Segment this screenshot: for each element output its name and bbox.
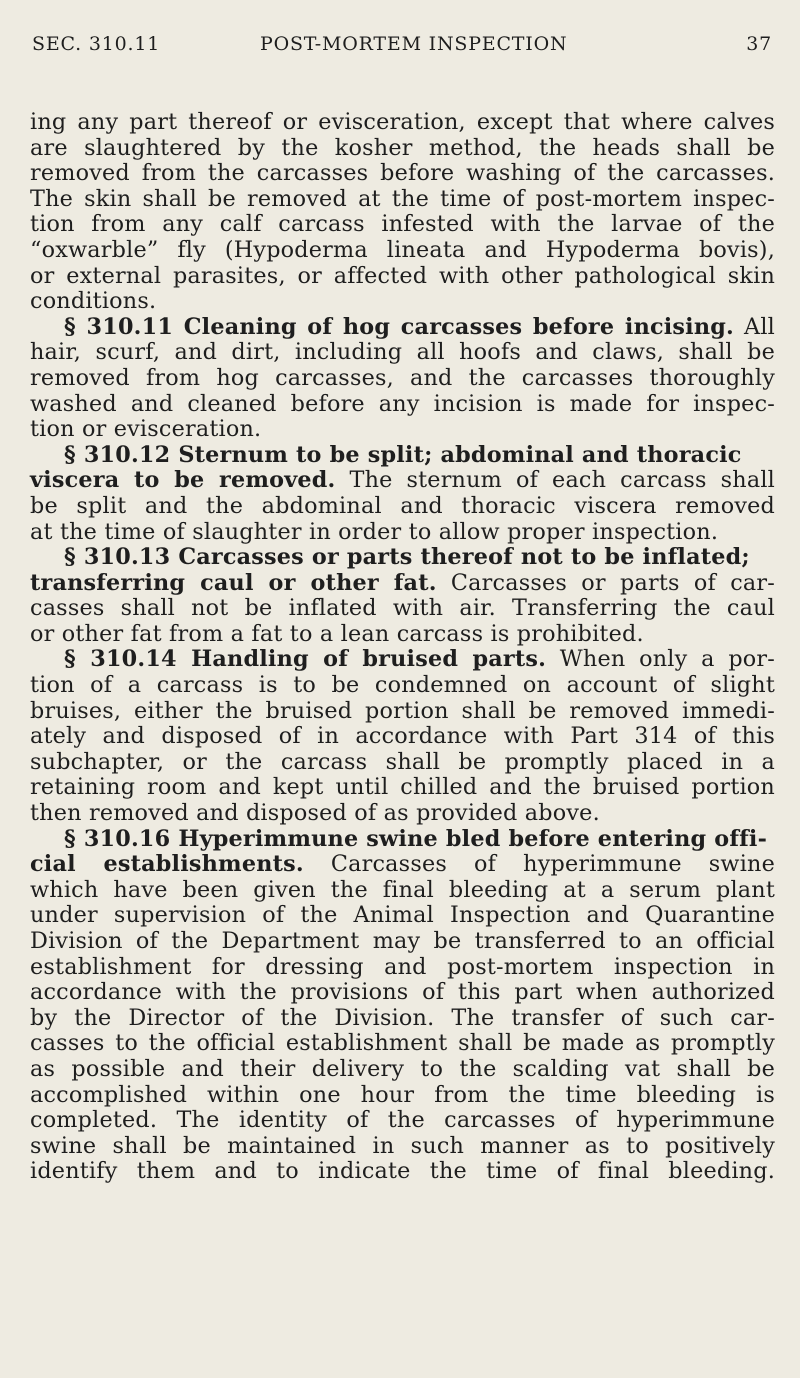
- text-line: are slaughtered by the kosher method, the heads shall be: [30, 134, 775, 161]
- section-text: All: [734, 313, 775, 340]
- text-line: tion or evisceration.: [30, 416, 262, 443]
- section-heading: § 310.12 Sternum to be split; abdominal and thoracic: [64, 441, 742, 468]
- text-line: or other fat from a fat to a lean carcass is prohibited.: [30, 620, 644, 647]
- section-reference: SEC. 310.11: [32, 33, 161, 55]
- text-line: establishment for dressing and post-mortem inspection in: [30, 953, 775, 980]
- text-line: washed and cleaned before any incision is made for inspec-: [30, 390, 775, 417]
- body-text: [30, 110, 775, 1185]
- section-heading: cial establishments.: [30, 851, 304, 878]
- text-line: accordance with the provisions of this part when authorized: [30, 979, 775, 1006]
- section-heading-line: [30, 827, 775, 853]
- text-line: identify them and to indicate the time of final bleeding.: [30, 1158, 775, 1185]
- section-heading-line: [30, 468, 775, 494]
- section-heading-line: [30, 852, 775, 878]
- section-heading: § 310.11 Cleaning of hog carcasses before incising.: [64, 313, 735, 340]
- section-heading: § 310.16 Hyperimmune swine bled before entering offi-: [64, 825, 768, 852]
- text-line: ing any part thereof or evisceration, except that where calves: [30, 109, 775, 135]
- section-text: The sternum of each carcass shall: [335, 467, 775, 494]
- text-line: tion of a carcass is to be condemned on account of slight: [30, 672, 775, 699]
- text-line: as possible and their delivery to the scalding vat shall be: [30, 1055, 775, 1082]
- section-heading-line: [30, 443, 775, 469]
- section-heading-line: [30, 571, 775, 597]
- text-line: The skin shall be removed at the time of post-mortem inspec-: [30, 185, 775, 212]
- text-line: subchapter, or the carcass shall be promptly placed in a: [30, 748, 775, 775]
- page-number: 37: [746, 33, 772, 55]
- running-head: [32, 33, 772, 63]
- text-line: conditions.: [30, 288, 157, 315]
- text-line: removed from the carcasses before washing of the carcasses.: [30, 160, 775, 187]
- section-text: Carcasses of hyperimmune swine: [303, 851, 775, 878]
- text-line: which have been given the final bleeding at a serum plant: [30, 876, 775, 903]
- section-heading-line: [30, 647, 775, 673]
- text-line: tion from any calf carcass infested with the larvae of the: [30, 211, 775, 238]
- section-heading: viscera to be removed.: [30, 467, 336, 494]
- text-line: or external parasites, or affected with other pathological skin: [30, 262, 775, 289]
- text-line: “oxwarble” fly (Hypoderma lineata and Hypoderma bovis),: [30, 236, 775, 263]
- text-line: casses shall not be inflated with air. Transferring the caul: [30, 595, 775, 622]
- text-line: ately and disposed of in accordance with Part 314 of this: [30, 723, 775, 750]
- section-text: Carcasses or parts of car-: [436, 569, 775, 596]
- text-line: retaining room and kept until chilled and the bruised portion: [30, 774, 775, 801]
- text-line: hair, scurf, and dirt, including all hoofs and claws, shall be: [30, 339, 775, 366]
- text-line: completed. The identity of the carcasses of hyperimmune: [30, 1107, 775, 1134]
- section-heading: transferring caul or other fat.: [30, 569, 437, 596]
- section-heading: § 310.14 Handling of bruised parts.: [64, 646, 547, 673]
- text-line: accomplished within one hour from the time bleeding is: [30, 1081, 775, 1108]
- text-line: at the time of slaughter in order to allow proper inspection.: [30, 518, 719, 545]
- section-heading-line: [30, 545, 775, 571]
- running-title: POST-MORTEM INSPECTION: [260, 33, 568, 55]
- text-line: then removed and disposed of as provided above.: [30, 800, 600, 827]
- text-line: casses to the official establishment shall be made as promptly: [30, 1030, 775, 1057]
- section-heading: § 310.13 Carcasses or parts thereof not to be inflated;: [64, 544, 750, 571]
- text-line: bruises, either the bruised portion shall be removed immedi-: [30, 697, 775, 724]
- text-line: by the Director of the Division. The transfer of such car-: [30, 1004, 775, 1031]
- section-text: When only a por-: [546, 646, 776, 673]
- text-line: be split and the abdominal and thoracic viscera removed: [30, 492, 775, 519]
- text-line: under supervision of the Animal Inspection and Quarantine: [30, 902, 775, 929]
- text-line: swine shall be maintained in such manner as to positively: [30, 1132, 775, 1159]
- text-line: Division of the Department may be transferred to an official: [30, 928, 775, 954]
- text-line: removed from hog carcasses, and the carcasses thoroughly: [30, 364, 775, 391]
- section-heading-line: [30, 315, 775, 341]
